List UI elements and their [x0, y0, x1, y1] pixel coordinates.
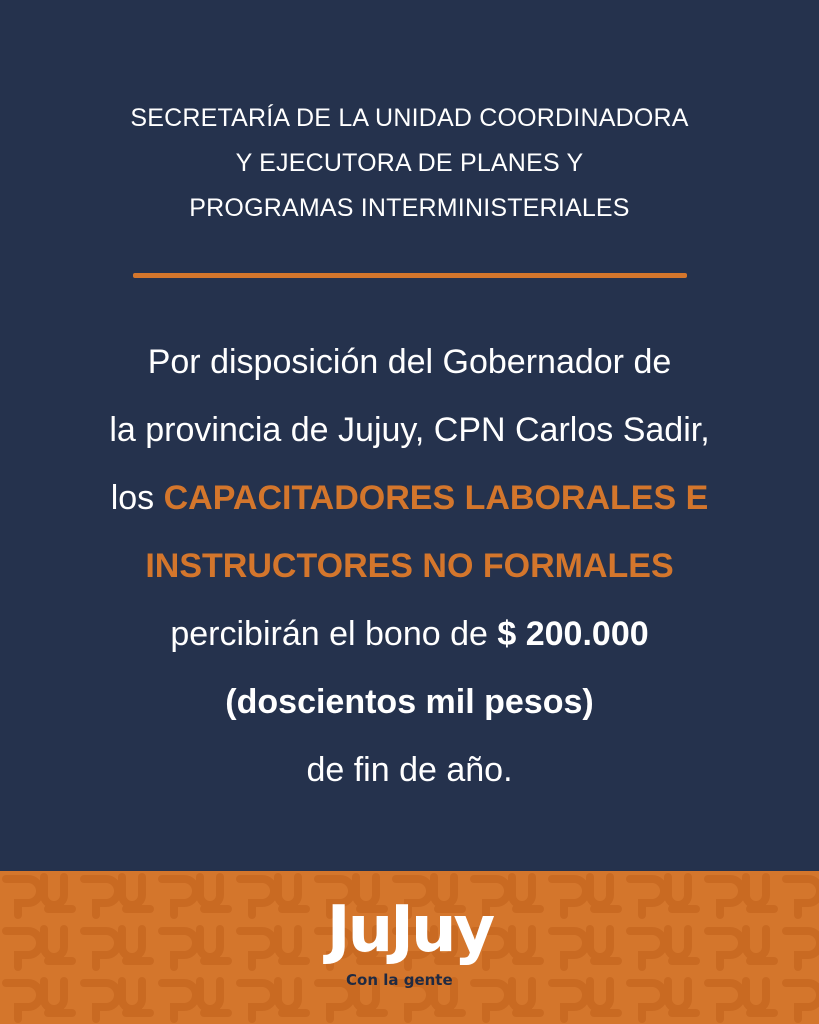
header-line-3: PROGRAMAS INTERMINISTERIALES — [189, 194, 630, 222]
message-line-2: la provincia de Jujuy, CPN Carlos Sadir, — [109, 411, 710, 449]
message-line-5 — [0, 600, 819, 668]
announcement-message — [0, 328, 819, 804]
highlight-beneficiaries-1: CAPACITADORES LABORALES E — [163, 479, 709, 517]
header-secretariat — [0, 96, 819, 231]
bonus-amount: $ 200.000 — [497, 615, 649, 653]
message-line-3-prefix: los — [110, 479, 164, 517]
message-line-3 — [0, 464, 819, 532]
logo-wordmark: JuJuy — [326, 893, 493, 967]
brand-footer — [0, 871, 819, 1024]
message-line-5-prefix: percibirán el bono de — [170, 615, 498, 653]
orange-divider — [133, 273, 687, 278]
message-line-7: de fin de año. — [306, 751, 513, 789]
jujuy-logo — [0, 871, 819, 1024]
message-line-1: Por disposición del Gobernador de — [147, 343, 672, 381]
logo-tagline: Con la gente — [346, 971, 453, 989]
header-line-2: Y EJECUTORA DE PLANES Y — [235, 149, 584, 177]
highlight-beneficiaries-2: INSTRUCTORES NO FORMALES — [145, 547, 674, 585]
bonus-amount-words: (doscientos mil pesos) — [225, 683, 594, 721]
header-line-1: SECRETARÍA DE LA UNIDAD COORDINADORA — [130, 104, 689, 132]
